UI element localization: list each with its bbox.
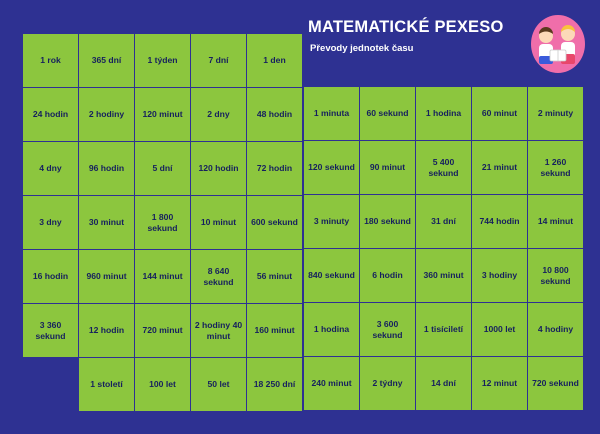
pexeso-card[interactable]: 16 hodin [23,250,78,303]
pexeso-card[interactable]: 12 minut [472,357,527,410]
page-subtitle: Převody jednotek času [310,43,414,54]
pexeso-card[interactable]: 1 den [247,34,302,87]
pexeso-card[interactable]: 3 360 sekund [23,304,78,357]
pexeso-card[interactable]: 56 minut [247,250,302,303]
pexeso-card[interactable]: 600 sekund [247,196,302,249]
pexeso-card[interactable]: 720 minut [135,304,190,357]
pexeso-card[interactable]: 96 hodin [79,142,134,195]
pexeso-card[interactable]: 48 hodin [247,88,302,141]
pexeso-card[interactable]: 3 hodiny [472,249,527,302]
page-title: MATEMATICKÉ PEXESO [308,18,504,36]
pexeso-card[interactable]: 3 600 sekund [360,303,415,356]
pexeso-card[interactable]: 144 minut [135,250,190,303]
pexeso-card[interactable]: 2 týdny [360,357,415,410]
pexeso-card[interactable]: 4 hodiny [528,303,583,356]
right-card-grid [303,86,584,411]
pexeso-card[interactable]: 8 640 sekund [191,250,246,303]
pexeso-card[interactable]: 1 století [79,358,134,411]
pexeso-card[interactable]: 120 sekund [304,141,359,194]
pexeso-card[interactable]: 30 minut [79,196,134,249]
left-card-grid [22,33,303,412]
pexeso-card[interactable]: 6 hodin [360,249,415,302]
pexeso-card[interactable]: 120 hodin [191,142,246,195]
pexeso-card[interactable]: 2 hodiny [79,88,134,141]
pexeso-card[interactable]: 7 dní [191,34,246,87]
pexeso-card[interactable]: 5 dní [135,142,190,195]
pexeso-card[interactable]: 5 400 sekund [416,141,471,194]
pexeso-card[interactable]: 1000 let [472,303,527,356]
pexeso-card[interactable]: 1 260 sekund [528,141,583,194]
pexeso-card[interactable]: 180 sekund [360,195,415,248]
pexeso-card[interactable]: 1 minuta [304,87,359,140]
pexeso-card[interactable]: 3 minuty [304,195,359,248]
pexeso-card[interactable]: 2 hodiny 40 minut [191,304,246,357]
pexeso-card[interactable]: 90 minut [360,141,415,194]
pexeso-card[interactable]: 10 800 sekund [528,249,583,302]
pexeso-card[interactable]: 10 minut [191,196,246,249]
pexeso-card[interactable]: 960 minut [79,250,134,303]
pexeso-card[interactable]: 744 hodin [472,195,527,248]
header [300,10,590,72]
pexeso-card[interactable]: 14 dní [416,357,471,410]
pexeso-card[interactable]: 18 250 dní [247,358,302,411]
pexeso-card[interactable]: 1 800 sekund [135,196,190,249]
pexeso-card[interactable]: 12 hodin [79,304,134,357]
pexeso-card[interactable]: 160 minut [247,304,302,357]
pexeso-card[interactable]: 72 hodin [247,142,302,195]
pexeso-card[interactable]: 31 dní [416,195,471,248]
pexeso-card[interactable]: 840 sekund [304,249,359,302]
pexeso-card[interactable]: 1 tisíciletí [416,303,471,356]
pexeso-card[interactable]: 2 dny [191,88,246,141]
pexeso-card[interactable]: 4 dny [23,142,78,195]
pexeso-card[interactable]: 1 hodina [416,87,471,140]
pexeso-card[interactable]: 60 minut [472,87,527,140]
pexeso-card[interactable]: 1 týden [135,34,190,87]
pexeso-card[interactable]: 60 sekund [360,87,415,140]
pexeso-card[interactable]: 50 let [191,358,246,411]
pexeso-card[interactable]: 1 rok [23,34,78,87]
pexeso-card[interactable]: 3 dny [23,196,78,249]
pexeso-card[interactable]: 720 sekund [528,357,583,410]
pexeso-card[interactable]: 14 minut [528,195,583,248]
pexeso-card[interactable]: 21 minut [472,141,527,194]
students-illustration [530,12,586,74]
pexeso-card[interactable]: 365 dní [79,34,134,87]
pexeso-card[interactable]: 120 minut [135,88,190,141]
empty-slot [23,358,78,411]
pexeso-card[interactable]: 1 hodina [304,303,359,356]
pexeso-card[interactable]: 24 hodin [23,88,78,141]
pexeso-card[interactable]: 360 minut [416,249,471,302]
pexeso-card[interactable]: 240 minut [304,357,359,410]
pexeso-card[interactable]: 2 minuty [528,87,583,140]
pexeso-card[interactable]: 100 let [135,358,190,411]
